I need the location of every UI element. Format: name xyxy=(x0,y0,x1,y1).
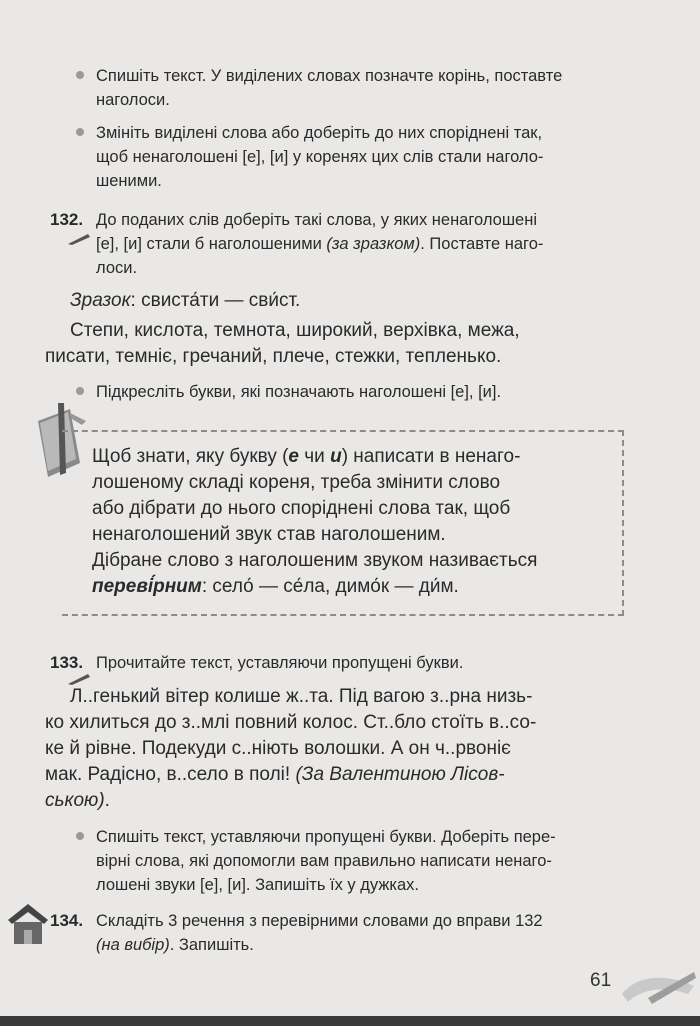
rule-line-2: лошеному складі кореня, треба змінити слово xyxy=(92,472,501,493)
bullet-dot xyxy=(76,71,84,79)
text-part: . xyxy=(104,790,110,811)
word-list-line-2: писати, темніє, гречаний, плече, стежки, тепленько. xyxy=(45,346,502,367)
bottom-bar xyxy=(0,1016,700,1026)
sample xyxy=(70,288,300,314)
exercise-132-line-1: До поданих слів доберіть такі слова, у яких ненаголошені xyxy=(96,211,538,229)
bullet-dot xyxy=(76,387,84,395)
italic-part: ською) xyxy=(45,790,105,811)
text-part: чи xyxy=(299,446,331,467)
exercise-number: 133. xyxy=(50,653,84,672)
rule-line-5: Дібране слово з наголошеним звуком називається xyxy=(92,550,538,571)
text-part: . Поставте наго- xyxy=(420,235,544,253)
exercise-number: 134. xyxy=(50,911,84,930)
italic-part: (за зразком) xyxy=(326,235,421,253)
letter-y: и xyxy=(330,446,342,467)
pen-icon xyxy=(66,232,92,246)
exercise-133-text-3: ке й рівне. Подекуди с..ніють волошки. А он ч..рвоніє xyxy=(45,738,511,759)
italic-part: (на вибір) xyxy=(96,936,170,954)
exercise-132-line-3: лоси. xyxy=(96,259,138,277)
page-number: 61 xyxy=(590,970,612,991)
exercise-134-line-2 xyxy=(96,932,254,958)
bullet-2-line-1: Змініть виділені слова або доберіть до них споріднені так, xyxy=(96,124,543,142)
exercise-133-bullet-line-3: лошені звуки [е], [и]. Запишіть їх у дужках. xyxy=(96,876,419,894)
rule-box xyxy=(62,430,624,616)
sample-label: Зразок xyxy=(70,290,131,311)
rule-line-6 xyxy=(92,574,459,599)
exercise-132-line-2 xyxy=(96,231,543,257)
scroll-ornament-icon xyxy=(618,964,698,1012)
bullet-dot xyxy=(76,832,84,840)
exercise-133-text-5 xyxy=(45,788,110,814)
exercise-134-line-1: Складіть 3 речення з перевірними словами до вправи 132 xyxy=(96,912,543,930)
rule-line-4: ненаголошений звук став наголошеним. xyxy=(92,524,446,545)
rule-line-1 xyxy=(92,444,520,469)
rule-line-3: або дібрати до нього споріднені слова так, щоб xyxy=(92,498,511,519)
exercise-133-task: Прочитайте текст, уставляючи пропущені букви. xyxy=(96,654,464,672)
text-part: . Запишіть. xyxy=(169,936,254,954)
house-icon xyxy=(4,900,52,946)
word-list-line-1: Степи, кислота, темнота, широкий, верхівка, межа, xyxy=(70,320,520,341)
bullet-dot xyxy=(76,128,84,136)
exercise-133-text-4 xyxy=(45,762,505,788)
bullet-2-line-3: шеними. xyxy=(96,172,162,190)
exercise-number: 132. xyxy=(50,210,84,229)
sample-text: : свиста́ти — сви́ст. xyxy=(130,290,301,311)
rule-example: : село́ — се́ла, димо́к — ди́м. xyxy=(201,576,459,597)
bullet-1-line-1: Спишіть текст. У виділених словах позначте корінь, поставте xyxy=(96,67,563,85)
bullet-1-line-2: наголоси. xyxy=(96,91,170,109)
letter-e: е xyxy=(288,446,299,467)
text-part: [е], [и] стали б наголошеними xyxy=(96,235,327,253)
text-part: Щоб знати, яку букву ( xyxy=(92,446,289,467)
exercise-133-bullet-line-1: Спишіть текст, уставляючи пропущені букви. Доберіть пере- xyxy=(96,828,556,846)
exercise-133-bullet-line-2: вірні слова, які допомогли вам правильно написати ненаго- xyxy=(96,852,552,870)
exercise-132-bullet: Підкресліть букви, які позначають наголошені [е], [и]. xyxy=(96,383,502,401)
bullet-2-line-2: щоб ненаголошені [е], [и] у коренях цих слів стали наголо- xyxy=(96,148,544,166)
text-part: ) написати в ненаго- xyxy=(341,446,521,467)
rule-term: переві́рним xyxy=(92,576,202,597)
exercise-133-text-2: ко хилиться до з..млі повний колос. Ст..бло стоїть в..со- xyxy=(45,712,537,733)
text-part: мак. Радісно, в..село в полі! xyxy=(45,764,296,785)
exercise-133-text-1: Л..генький вітер колише ж..та. Під вагою з..рна низь- xyxy=(70,686,533,707)
italic-part: (За Валентиною Лісов- xyxy=(295,764,505,785)
